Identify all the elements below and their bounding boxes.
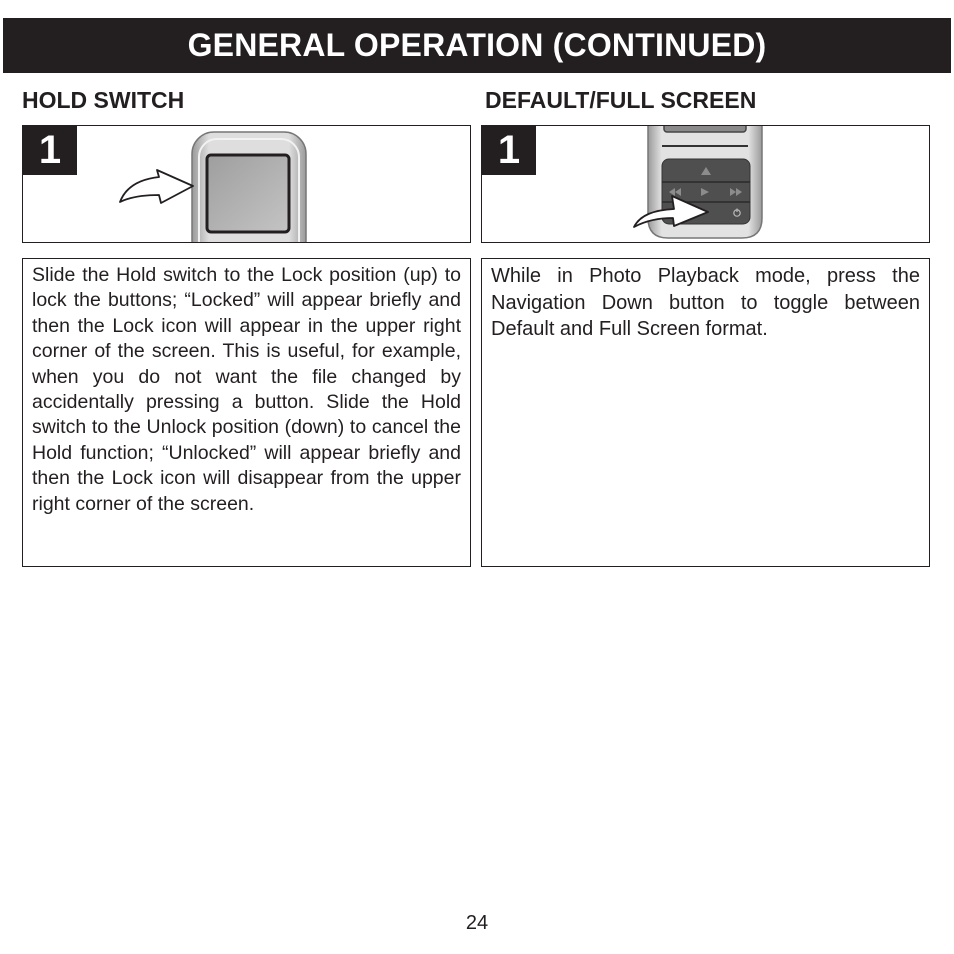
step-badge: 1 xyxy=(23,126,77,175)
step-badge: 1 xyxy=(482,126,536,175)
page-header xyxy=(3,18,951,73)
default-full-screen-body: While in Photo Playback mode, press the Navigation Down button to toggle between Default and Full Screen format. xyxy=(491,265,920,340)
page-number: 24 xyxy=(465,912,489,934)
hold-switch-device xyxy=(23,126,471,243)
page-title: GENERAL OPERATION (CONTINUED) xyxy=(187,27,767,63)
hold-switch-figure xyxy=(22,125,471,243)
hold-switch-instructions xyxy=(22,258,471,567)
navigation-pad-device xyxy=(482,126,930,243)
section-title-default-full-screen: DEFAULT/FULL SCREEN xyxy=(485,87,757,113)
section-title-hold-switch: HOLD SWITCH xyxy=(22,87,185,113)
arrow-right-icon xyxy=(120,170,193,203)
hold-switch-body: Slide the Hold switch to the Lock position (up) to lock the buttons; “Locked” will appear briefly and then the Lock icon will appear in the upper right corner of the screen. This is useful, for example, when you do not want the file changed by accidentally pressing a button. Slide the Hold switch to the Unlock position (down) to cancel the Hold function; “Unlocked” will appear briefly and then the Lock icon will disappear from the upper right corner of the screen. xyxy=(32,264,461,515)
default-full-screen-figure xyxy=(481,125,930,243)
default-full-screen-instructions xyxy=(481,258,930,567)
